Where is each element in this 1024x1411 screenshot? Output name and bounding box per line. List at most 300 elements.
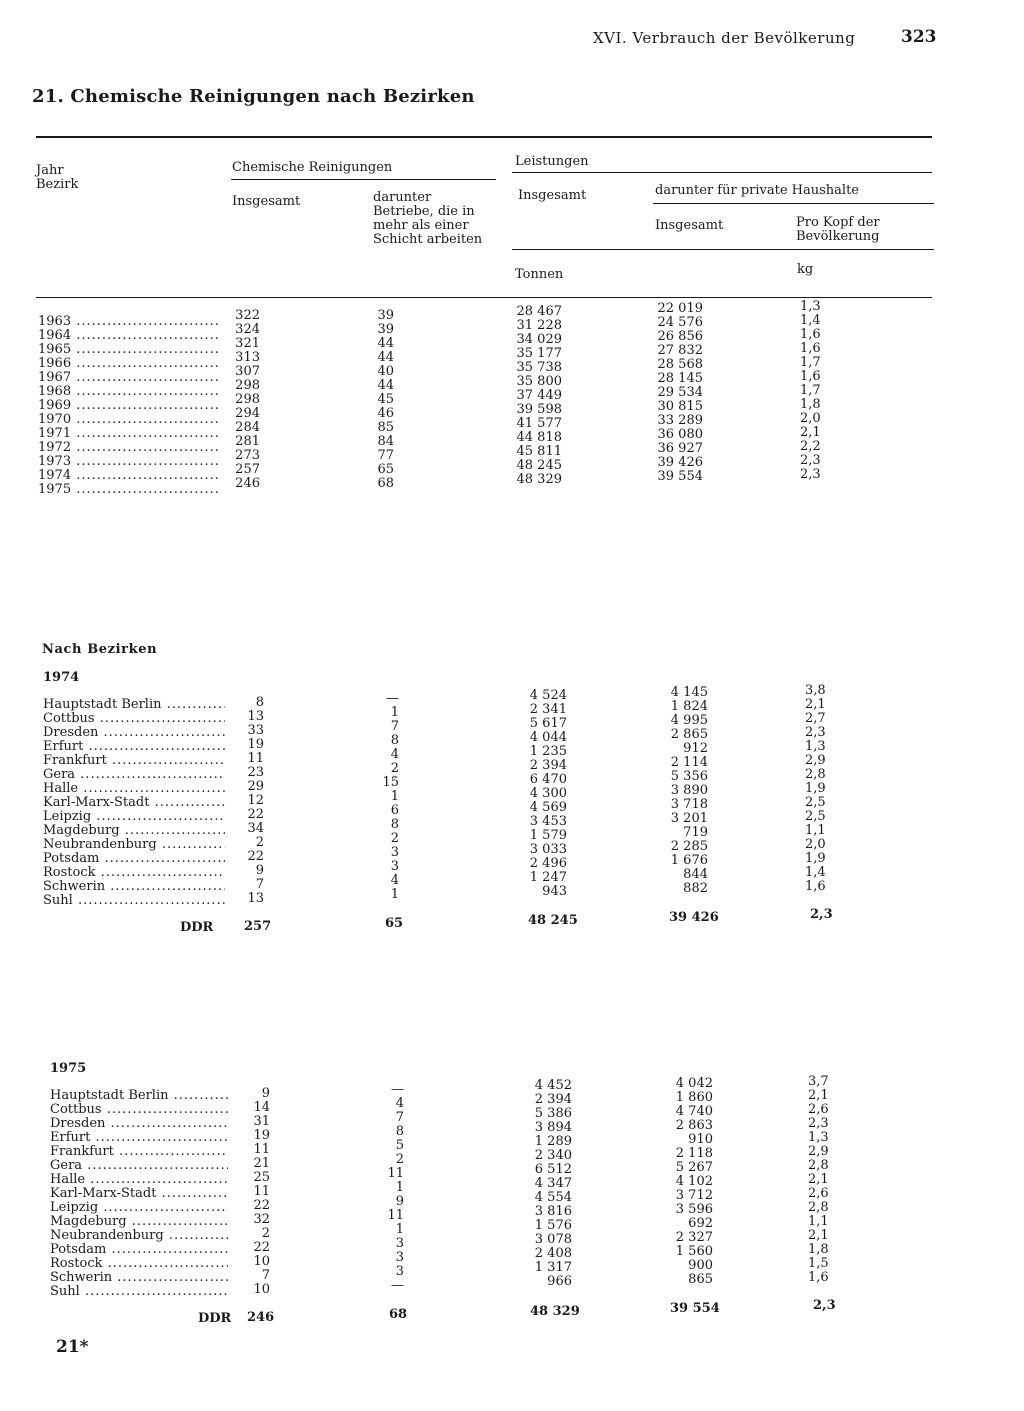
year-label: 1970 ..... bbox=[38, 413, 220, 427]
district-chem-shift-cell: 2 bbox=[390, 761, 399, 776]
district-chem-shift-cell: 3 bbox=[390, 859, 399, 874]
district-label: Rostock ..... bbox=[50, 1257, 228, 1271]
year-chem-shift-cell: 84 bbox=[377, 434, 394, 449]
district-per-capita-cell: 2,7 bbox=[805, 711, 826, 726]
district-chem-total-1975 bbox=[236, 1087, 270, 1297]
district-private-total-cell: 2 327 bbox=[675, 1230, 713, 1245]
district-chem-shift-cell: 11 bbox=[387, 1208, 404, 1223]
district-chem-shift-cell: 1 bbox=[390, 887, 399, 902]
year-per-capita-cell: 2,3 bbox=[800, 467, 821, 482]
district-leist-total-cell: 4 554 bbox=[534, 1190, 572, 1205]
year-label: 1974 ..... bbox=[38, 469, 220, 483]
year-private-total-cell: 24 576 bbox=[657, 315, 703, 330]
rule-chem-group bbox=[231, 179, 496, 180]
total-private-total-1975: 39 554 bbox=[670, 1301, 720, 1316]
district-leist-total-cell: 1 317 bbox=[534, 1260, 572, 1275]
district-chem-total-cell: 23 bbox=[247, 765, 264, 780]
district-leist-total-cell: 3 078 bbox=[534, 1232, 572, 1247]
district-private-total-cell: 2 118 bbox=[675, 1146, 713, 1161]
district-per-capita-cell: 2,3 bbox=[808, 1116, 829, 1131]
district-label: Potsdam ..... bbox=[43, 852, 225, 866]
year-private-total-cell: 33 289 bbox=[657, 413, 703, 428]
year-leist-total-cell: 37 449 bbox=[516, 388, 562, 403]
district-private-total-cell: 900 bbox=[688, 1258, 713, 1273]
year-chem-total-cell: 294 bbox=[235, 406, 260, 421]
year-chem-shift-cell: 40 bbox=[377, 364, 394, 379]
district-chem-shift-cell: 6 bbox=[390, 803, 399, 818]
district-leist-total-cell: 2 496 bbox=[529, 856, 567, 871]
header-bottom-rule bbox=[36, 297, 932, 298]
year-chem-total-cell: 281 bbox=[235, 434, 260, 449]
year-chem-total-cell: 324 bbox=[235, 322, 260, 337]
district-private-total-cell: 692 bbox=[688, 1216, 713, 1231]
district-private-total-cell: 3 712 bbox=[675, 1188, 713, 1203]
district-label: Schwerin ..... bbox=[50, 1271, 228, 1285]
year-private-total-cell: 27 832 bbox=[657, 343, 703, 358]
district-private-total-cell: 4 102 bbox=[675, 1174, 713, 1189]
district-leist-total-1975 bbox=[515, 1079, 572, 1289]
district-per-capita-cell: 2,8 bbox=[808, 1200, 829, 1215]
district-leist-total-cell: 4 569 bbox=[529, 800, 567, 815]
table-title: 21. Chemische Reinigungen nach Bezirken bbox=[32, 86, 475, 107]
district-label: Neubrandenburg ..... bbox=[43, 838, 225, 852]
year-chem-total-cell: 321 bbox=[235, 336, 260, 351]
district-per-capita-cell: 1,9 bbox=[805, 851, 826, 866]
district-leist-total-cell: 4 452 bbox=[534, 1078, 572, 1093]
district-private-total-cell: 1 860 bbox=[675, 1090, 713, 1105]
district-per-capita-cell: 1,1 bbox=[808, 1214, 829, 1229]
year-leist-total-cell: 35 800 bbox=[516, 374, 562, 389]
district-chem-total-cell: 34 bbox=[247, 821, 264, 836]
district-label: Leipzig ..... bbox=[43, 810, 225, 824]
district-chem-total-cell: 2 bbox=[255, 835, 264, 850]
district-leist-total-cell: 3 033 bbox=[529, 842, 567, 857]
year-private-total bbox=[645, 302, 703, 484]
year-leist-total-cell: 31 228 bbox=[516, 318, 562, 333]
district-chem-total-cell: 11 bbox=[253, 1184, 270, 1199]
district-per-capita-cell: 2,8 bbox=[808, 1158, 829, 1173]
district-per-capita-1974 bbox=[805, 684, 835, 894]
total-leist-total-1974: 48 245 bbox=[528, 913, 578, 928]
year-chem-shift-cell: 39 bbox=[377, 322, 394, 337]
total-label-1974: DDR bbox=[180, 920, 214, 935]
district-label: Karl-Marx-Stadt ..... bbox=[43, 796, 225, 810]
year-label: 1968 ..... bbox=[38, 385, 220, 399]
year-private-total-cell: 26 856 bbox=[657, 329, 703, 344]
district-chem-shift-cell: — bbox=[391, 1278, 404, 1293]
district-leist-total-cell: 943 bbox=[542, 884, 567, 899]
district-chem-shift-1974 bbox=[365, 692, 399, 902]
district-per-capita-cell: 2,0 bbox=[805, 837, 826, 852]
district-leist-total-cell: 3 894 bbox=[534, 1120, 572, 1135]
year-label: 1969 ..... bbox=[38, 399, 220, 413]
district-chem-shift-cell: 1 bbox=[390, 789, 399, 804]
district-per-capita-cell: 2,6 bbox=[808, 1186, 829, 1201]
district-chem-total-cell: 22 bbox=[247, 807, 264, 822]
district-per-capita-cell: 2,6 bbox=[808, 1102, 829, 1117]
year-chem-shift-cell: 45 bbox=[377, 392, 394, 407]
year-label: 1972 ..... bbox=[38, 441, 220, 455]
district-chem-total-cell: 19 bbox=[253, 1128, 270, 1143]
district-chem-shift-cell: 3 bbox=[390, 845, 399, 860]
district-chem-shift-cell: 9 bbox=[395, 1194, 404, 1209]
district-chem-total-cell: 11 bbox=[253, 1142, 270, 1157]
total-per-capita-1974: 2,3 bbox=[810, 907, 833, 922]
district-labels-1975 bbox=[50, 1089, 228, 1299]
district-chem-total-cell: 9 bbox=[255, 863, 264, 878]
district-per-capita-cell: 2,1 bbox=[808, 1228, 829, 1243]
district-chem-total-cell: 12 bbox=[247, 793, 264, 808]
district-chem-shift-cell: 1 bbox=[395, 1180, 404, 1195]
district-label: Hauptstadt Berlin ..... bbox=[43, 698, 225, 712]
year-private-total-cell: 39 426 bbox=[657, 455, 703, 470]
district-private-total-cell: 4 740 bbox=[675, 1104, 713, 1119]
district-leist-total-cell: 4 524 bbox=[529, 688, 567, 703]
sheet-signature: 21* bbox=[56, 1337, 89, 1357]
year-per-capita-cell: 1,6 bbox=[800, 327, 821, 342]
district-private-total-cell: 719 bbox=[683, 825, 708, 840]
district-label: Erfurt ..... bbox=[43, 740, 225, 754]
district-chem-shift-cell: 3 bbox=[395, 1236, 404, 1251]
district-label: Frankfurt ..... bbox=[43, 754, 225, 768]
header-unit-kg: kg bbox=[797, 262, 814, 277]
year-chem-total-cell: 298 bbox=[235, 392, 260, 407]
year-per-capita-cell: 1,4 bbox=[800, 313, 821, 328]
year-label: 1967 ..... bbox=[38, 371, 220, 385]
year-chem-shift-cell: 46 bbox=[377, 406, 394, 421]
district-per-capita-cell: 1,6 bbox=[808, 1270, 829, 1285]
header-private-group: darunter für private Haushalte bbox=[655, 183, 859, 198]
district-label: Hauptstadt Berlin ..... bbox=[50, 1089, 228, 1103]
district-labels-1974 bbox=[43, 698, 225, 908]
district-leist-total-cell: 2 394 bbox=[529, 758, 567, 773]
district-per-capita-cell: 2,1 bbox=[808, 1172, 829, 1187]
district-private-total-cell: 2 865 bbox=[670, 727, 708, 742]
district-leist-total-cell: 2 341 bbox=[529, 702, 567, 717]
district-private-total-1975 bbox=[655, 1077, 713, 1287]
district-chem-shift-cell: 1 bbox=[395, 1222, 404, 1237]
district-per-capita-cell: 2,9 bbox=[805, 753, 826, 768]
year-per-capita bbox=[800, 300, 830, 482]
district-leist-total-cell: 1 247 bbox=[529, 870, 567, 885]
district-per-capita-cell: 1,3 bbox=[808, 1130, 829, 1145]
page-number: 323 bbox=[901, 27, 937, 47]
district-private-total-cell: 865 bbox=[688, 1272, 713, 1287]
district-chem-total-cell: 2 bbox=[261, 1226, 270, 1241]
year-private-total-cell: 30 815 bbox=[657, 399, 703, 414]
year-chem-total-cell: 273 bbox=[235, 448, 260, 463]
year-chem-shift-cell: 44 bbox=[377, 378, 394, 393]
district-private-total-cell: 844 bbox=[683, 867, 708, 882]
district-leist-total-1974 bbox=[510, 689, 567, 899]
year-chem-total-cell: 307 bbox=[235, 364, 260, 379]
year-chem-shift bbox=[360, 309, 394, 491]
by-district-title: Nach Bezirken bbox=[42, 642, 158, 657]
district-chem-total-cell: 25 bbox=[253, 1170, 270, 1185]
year-per-capita-cell: 2,1 bbox=[800, 425, 821, 440]
year-private-total-cell: 36 080 bbox=[657, 427, 703, 442]
district-private-total-cell: 4 995 bbox=[670, 713, 708, 728]
district-chem-shift-cell: — bbox=[386, 691, 399, 706]
district-private-total-cell: 2 114 bbox=[670, 755, 708, 770]
district-per-capita-cell: 2,8 bbox=[805, 767, 826, 782]
district-leist-total-cell: 1 576 bbox=[534, 1218, 572, 1233]
district-chem-total-cell: 22 bbox=[253, 1240, 270, 1255]
district-private-total-cell: 4 145 bbox=[670, 685, 708, 700]
year-leist-total-cell: 35 177 bbox=[516, 346, 562, 361]
district-chem-shift-cell: 15 bbox=[382, 775, 399, 790]
district-label: Karl-Marx-Stadt ..... bbox=[50, 1187, 228, 1201]
year-leist-total-cell: 44 818 bbox=[516, 430, 562, 445]
rule-private-group bbox=[512, 172, 932, 173]
district-chem-shift-cell: 7 bbox=[390, 719, 399, 734]
district-label: Gera ..... bbox=[43, 768, 225, 782]
header-row-label: Jahr Bezirk bbox=[36, 163, 79, 192]
year-chem-shift-cell: 44 bbox=[377, 350, 394, 365]
district-per-capita-cell: 1,5 bbox=[808, 1256, 829, 1271]
district-label: Cottbus ..... bbox=[50, 1103, 228, 1117]
district-label: Leipzig ..... bbox=[50, 1201, 228, 1215]
district-leist-total-cell: 4 044 bbox=[529, 730, 567, 745]
district-per-capita-cell: 1,3 bbox=[805, 739, 826, 754]
total-label-1975: DDR bbox=[198, 1311, 232, 1326]
year-label: 1973 ..... bbox=[38, 455, 220, 469]
district-chem-total-cell: 19 bbox=[247, 737, 264, 752]
year-leist-total-cell: 28 467 bbox=[516, 304, 562, 319]
total-private-total-1974: 39 426 bbox=[669, 910, 719, 925]
year-leist-total-cell: 45 811 bbox=[516, 444, 562, 459]
year-label: 1963 ..... bbox=[38, 315, 220, 329]
district-label: Suhl ..... bbox=[43, 894, 225, 908]
district-leist-total-cell: 2 394 bbox=[534, 1092, 572, 1107]
district-per-capita-cell: 2,1 bbox=[808, 1088, 829, 1103]
district-label: Cottbus ..... bbox=[43, 712, 225, 726]
total-chem-shift-1975: 68 bbox=[389, 1307, 408, 1322]
district-per-capita-cell: 1,1 bbox=[805, 823, 826, 838]
district-private-total-cell: 5 267 bbox=[675, 1160, 713, 1175]
district-chem-shift-cell: 11 bbox=[387, 1166, 404, 1181]
district-chem-shift-cell: 7 bbox=[395, 1110, 404, 1125]
year-label: 1971 ..... bbox=[38, 427, 220, 441]
year-leist-total-cell: 41 577 bbox=[516, 416, 562, 431]
district-per-capita-cell: 2,5 bbox=[805, 795, 826, 810]
district-chem-total-cell: 14 bbox=[253, 1100, 270, 1115]
district-private-total-cell: 3 890 bbox=[670, 783, 708, 798]
district-label: Gera ..... bbox=[50, 1159, 228, 1173]
district-label: Rostock ..... bbox=[43, 866, 225, 880]
district-chem-total-cell: 33 bbox=[247, 723, 264, 738]
district-year-1975: 1975 bbox=[50, 1061, 87, 1076]
district-leist-total-cell: 4 347 bbox=[534, 1176, 572, 1191]
district-chem-total-cell: 9 bbox=[261, 1086, 270, 1101]
header-leist-total: Insgesamt bbox=[518, 188, 587, 203]
district-chem-shift-cell: 5 bbox=[395, 1138, 404, 1153]
district-chem-shift-cell: 8 bbox=[395, 1124, 404, 1139]
year-private-total-cell: 28 568 bbox=[657, 357, 703, 372]
district-chem-total-cell: 21 bbox=[253, 1156, 270, 1171]
district-private-total-cell: 5 356 bbox=[670, 769, 708, 784]
district-per-capita-cell: 2,5 bbox=[805, 809, 826, 824]
district-label: Frankfurt ..... bbox=[50, 1145, 228, 1159]
district-private-total-cell: 2 285 bbox=[670, 839, 708, 854]
district-private-total-cell: 3 718 bbox=[670, 797, 708, 812]
district-chem-total-cell: 7 bbox=[255, 877, 264, 892]
year-private-total-cell: 28 145 bbox=[657, 371, 703, 386]
year-leist-total-cell: 48 245 bbox=[516, 458, 562, 473]
district-chem-total-cell: 22 bbox=[253, 1198, 270, 1213]
total-leist-total-1975: 48 329 bbox=[530, 1304, 580, 1319]
year-per-capita-cell: 1,8 bbox=[800, 397, 821, 412]
district-chem-total-cell: 11 bbox=[247, 751, 264, 766]
district-label: Potsdam ..... bbox=[50, 1243, 228, 1257]
total-chem-total-1974: 257 bbox=[244, 919, 272, 934]
year-chem-shift-cell: 39 bbox=[377, 308, 394, 323]
year-chem-total-cell: 322 bbox=[235, 308, 260, 323]
year-per-capita-cell: 1,7 bbox=[800, 383, 821, 398]
district-chem-shift-cell: 3 bbox=[395, 1250, 404, 1265]
district-chem-total-cell: 7 bbox=[261, 1268, 270, 1283]
year-leist-total-cell: 39 598 bbox=[516, 402, 562, 417]
year-chem-total-cell: 298 bbox=[235, 378, 260, 393]
district-label: Neubrandenburg ..... bbox=[50, 1229, 228, 1243]
top-rule bbox=[36, 136, 932, 138]
year-leist-total-cell: 35 738 bbox=[516, 360, 562, 375]
district-label: Suhl ..... bbox=[50, 1285, 228, 1299]
year-chem-shift-cell: 44 bbox=[377, 336, 394, 351]
header-unit-tonnen: Tonnen bbox=[515, 267, 564, 282]
district-chem-shift-cell: 2 bbox=[395, 1152, 404, 1167]
year-private-total-cell: 39 554 bbox=[657, 469, 703, 484]
district-leist-total-cell: 966 bbox=[547, 1274, 572, 1289]
district-private-total-cell: 2 863 bbox=[675, 1118, 713, 1133]
district-leist-total-cell: 4 300 bbox=[529, 786, 567, 801]
district-per-capita-cell: 2,3 bbox=[805, 725, 826, 740]
district-private-total-cell: 912 bbox=[683, 741, 708, 756]
district-chem-total-cell: 13 bbox=[247, 709, 264, 724]
district-leist-total-cell: 5 617 bbox=[529, 716, 567, 731]
district-label: Dresden ..... bbox=[43, 726, 225, 740]
year-per-capita-cell: 1,6 bbox=[800, 369, 821, 384]
district-chem-total-cell: 8 bbox=[255, 695, 264, 710]
district-chem-shift-cell: 4 bbox=[390, 873, 399, 888]
running-title: XVI. Verbrauch der Bevölkerung bbox=[593, 29, 856, 47]
year-label: 1975 ..... bbox=[38, 483, 220, 497]
district-private-total-cell: 882 bbox=[683, 881, 708, 896]
year-chem-shift-cell: 68 bbox=[377, 476, 394, 491]
year-per-capita-cell: 1,7 bbox=[800, 355, 821, 370]
district-chem-shift-cell: — bbox=[391, 1082, 404, 1097]
district-chem-total-cell: 10 bbox=[253, 1282, 270, 1297]
district-leist-total-cell: 3 816 bbox=[534, 1204, 572, 1219]
year-private-total-cell: 29 534 bbox=[657, 385, 703, 400]
district-per-capita-cell: 1,8 bbox=[808, 1242, 829, 1257]
year-chem-shift-cell: 77 bbox=[377, 448, 394, 463]
district-private-total-cell: 3 201 bbox=[670, 811, 708, 826]
district-chem-total-cell: 10 bbox=[253, 1254, 270, 1269]
year-chem-shift-cell: 65 bbox=[377, 462, 394, 477]
district-chem-shift-1975 bbox=[370, 1083, 404, 1293]
district-chem-shift-cell: 8 bbox=[390, 733, 399, 748]
rule-private-sub bbox=[653, 203, 934, 204]
district-chem-shift-cell: 8 bbox=[390, 817, 399, 832]
district-chem-shift-cell: 1 bbox=[390, 705, 399, 720]
district-chem-total-cell: 29 bbox=[247, 779, 264, 794]
year-per-capita-cell: 2,0 bbox=[800, 411, 821, 426]
district-private-total-cell: 1 824 bbox=[670, 699, 708, 714]
district-year-1974: 1974 bbox=[43, 670, 80, 685]
district-leist-total-cell: 6 512 bbox=[534, 1162, 572, 1177]
year-chem-shift-cell: 85 bbox=[377, 420, 394, 435]
year-chem-total-cell: 257 bbox=[235, 462, 260, 477]
rule-units bbox=[512, 249, 934, 250]
district-leist-total-cell: 6 470 bbox=[529, 772, 567, 787]
year-private-total-cell: 22 019 bbox=[657, 301, 703, 316]
district-chem-total-cell: 13 bbox=[247, 891, 264, 906]
district-leist-total-cell: 2 340 bbox=[534, 1148, 572, 1163]
district-private-total-cell: 4 042 bbox=[675, 1076, 713, 1091]
header-leist-group: Leistungen bbox=[515, 154, 589, 169]
year-private-total-cell: 36 927 bbox=[657, 441, 703, 456]
district-label: Erfurt ..... bbox=[50, 1131, 228, 1145]
district-chem-total-cell: 22 bbox=[247, 849, 264, 864]
district-label: Halle ..... bbox=[50, 1173, 228, 1187]
district-per-capita-cell: 1,6 bbox=[805, 879, 826, 894]
header-private-total: Insgesamt bbox=[655, 218, 724, 233]
district-leist-total-cell: 5 386 bbox=[534, 1106, 572, 1121]
district-leist-total-cell: 1 579 bbox=[529, 828, 567, 843]
district-per-capita-cell: 3,8 bbox=[805, 683, 826, 698]
district-leist-total-cell: 3 453 bbox=[529, 814, 567, 829]
year-leist-total bbox=[505, 305, 562, 487]
year-labels bbox=[38, 315, 220, 497]
total-per-capita-1975: 2,3 bbox=[813, 1298, 836, 1313]
district-chem-total-1974 bbox=[230, 696, 264, 906]
district-per-capita-cell: 1,4 bbox=[805, 865, 826, 880]
total-chem-total-1975: 246 bbox=[247, 1310, 275, 1325]
district-leist-total-cell: 2 408 bbox=[534, 1246, 572, 1261]
district-label: Dresden ..... bbox=[50, 1117, 228, 1131]
district-chem-total-cell: 31 bbox=[253, 1114, 270, 1129]
district-label: Halle ..... bbox=[43, 782, 225, 796]
year-per-capita-cell: 1,6 bbox=[800, 341, 821, 356]
district-per-capita-cell: 1,9 bbox=[805, 781, 826, 796]
header-per-capita: Pro Kopf der Bevölkerung bbox=[796, 215, 880, 244]
district-chem-total-cell: 32 bbox=[253, 1212, 270, 1227]
header-chem-shift: darunter Betriebe, die in mehr als einer Schicht arbeiten bbox=[373, 190, 483, 247]
district-private-total-cell: 3 596 bbox=[675, 1202, 713, 1217]
year-per-capita-cell: 2,3 bbox=[800, 453, 821, 468]
year-label: 1964 ..... bbox=[38, 329, 220, 343]
year-chem-total-cell: 313 bbox=[235, 350, 260, 365]
district-private-total-cell: 910 bbox=[688, 1132, 713, 1147]
total-chem-shift-1974: 65 bbox=[385, 916, 404, 931]
year-per-capita-cell: 1,3 bbox=[800, 299, 821, 314]
header-chem-total: Insgesamt bbox=[232, 194, 301, 209]
year-label: 1965 ..... bbox=[38, 343, 220, 357]
district-per-capita-cell: 2,9 bbox=[808, 1144, 829, 1159]
header-chem-group: Chemische Reinigungen bbox=[232, 160, 393, 175]
district-per-capita-1975 bbox=[808, 1075, 838, 1285]
district-chem-shift-cell: 4 bbox=[390, 747, 399, 762]
district-chem-shift-cell: 2 bbox=[390, 831, 399, 846]
district-chem-shift-cell: 3 bbox=[395, 1264, 404, 1279]
district-leist-total-cell: 1 289 bbox=[534, 1134, 572, 1149]
year-chem-total-cell: 246 bbox=[235, 476, 260, 491]
district-label: Schwerin ..... bbox=[43, 880, 225, 894]
year-leist-total-cell: 48 329 bbox=[516, 472, 562, 487]
district-per-capita-cell: 3,7 bbox=[808, 1074, 829, 1089]
district-label: Magdeburg ..... bbox=[50, 1215, 228, 1229]
